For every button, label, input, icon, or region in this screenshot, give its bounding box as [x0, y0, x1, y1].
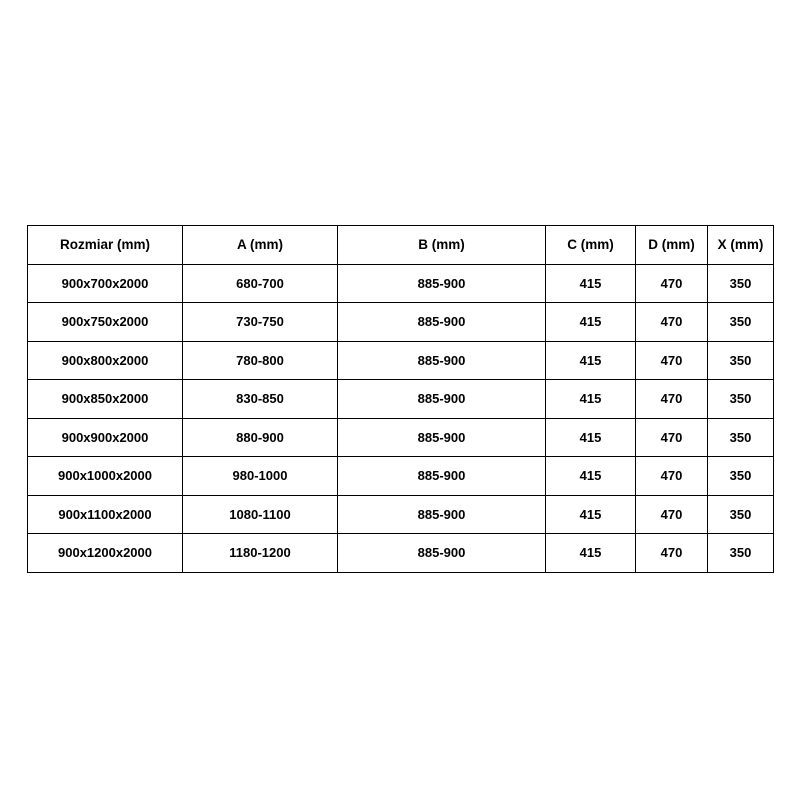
column-header-x: X (mm)	[708, 226, 774, 265]
cell-rozmiar: 900x1000x2000	[28, 457, 183, 496]
table-row	[28, 495, 774, 534]
cell-d: 470	[636, 380, 708, 419]
cell-c: 415	[546, 341, 636, 380]
cell-a: 780-800	[183, 341, 338, 380]
cell-d: 470	[636, 264, 708, 303]
cell-a: 1080-1100	[183, 495, 338, 534]
cell-b: 885-900	[338, 457, 546, 496]
table-row	[28, 303, 774, 342]
table-row	[28, 380, 774, 419]
cell-b: 885-900	[338, 534, 546, 573]
cell-a: 730-750	[183, 303, 338, 342]
cell-x: 350	[708, 303, 774, 342]
cell-b: 885-900	[338, 495, 546, 534]
cell-a: 880-900	[183, 418, 338, 457]
cell-x: 350	[708, 534, 774, 573]
cell-x: 350	[708, 341, 774, 380]
cell-b: 885-900	[338, 418, 546, 457]
dimensions-table	[27, 225, 774, 573]
cell-c: 415	[546, 380, 636, 419]
cell-c: 415	[546, 457, 636, 496]
cell-d: 470	[636, 534, 708, 573]
cell-rozmiar: 900x1100x2000	[28, 495, 183, 534]
cell-c: 415	[546, 303, 636, 342]
cell-b: 885-900	[338, 303, 546, 342]
cell-c: 415	[546, 495, 636, 534]
cell-rozmiar: 900x700x2000	[28, 264, 183, 303]
cell-x: 350	[708, 264, 774, 303]
table-row	[28, 418, 774, 457]
cell-d: 470	[636, 495, 708, 534]
table-row	[28, 341, 774, 380]
table-row	[28, 534, 774, 573]
size-table-container	[27, 225, 773, 573]
cell-a: 830-850	[183, 380, 338, 419]
cell-x: 350	[708, 457, 774, 496]
table-row	[28, 457, 774, 496]
cell-b: 885-900	[338, 264, 546, 303]
cell-d: 470	[636, 418, 708, 457]
column-header-d: D (mm)	[636, 226, 708, 265]
column-header-b: B (mm)	[338, 226, 546, 265]
table-body	[28, 264, 774, 572]
cell-rozmiar: 900x750x2000	[28, 303, 183, 342]
cell-b: 885-900	[338, 341, 546, 380]
table-header-row	[28, 226, 774, 265]
cell-c: 415	[546, 534, 636, 573]
cell-x: 350	[708, 418, 774, 457]
cell-a: 680-700	[183, 264, 338, 303]
cell-rozmiar: 900x800x2000	[28, 341, 183, 380]
cell-b: 885-900	[338, 380, 546, 419]
cell-x: 350	[708, 380, 774, 419]
cell-rozmiar: 900x850x2000	[28, 380, 183, 419]
column-header-a: A (mm)	[183, 226, 338, 265]
cell-d: 470	[636, 457, 708, 496]
column-header-rozmiar: Rozmiar (mm)	[28, 226, 183, 265]
cell-c: 415	[546, 264, 636, 303]
cell-c: 415	[546, 418, 636, 457]
table-header	[28, 226, 774, 265]
cell-d: 470	[636, 303, 708, 342]
cell-x: 350	[708, 495, 774, 534]
table-row	[28, 264, 774, 303]
cell-rozmiar: 900x900x2000	[28, 418, 183, 457]
cell-d: 470	[636, 341, 708, 380]
column-header-c: C (mm)	[546, 226, 636, 265]
cell-rozmiar: 900x1200x2000	[28, 534, 183, 573]
cell-a: 1180-1200	[183, 534, 338, 573]
cell-a: 980-1000	[183, 457, 338, 496]
